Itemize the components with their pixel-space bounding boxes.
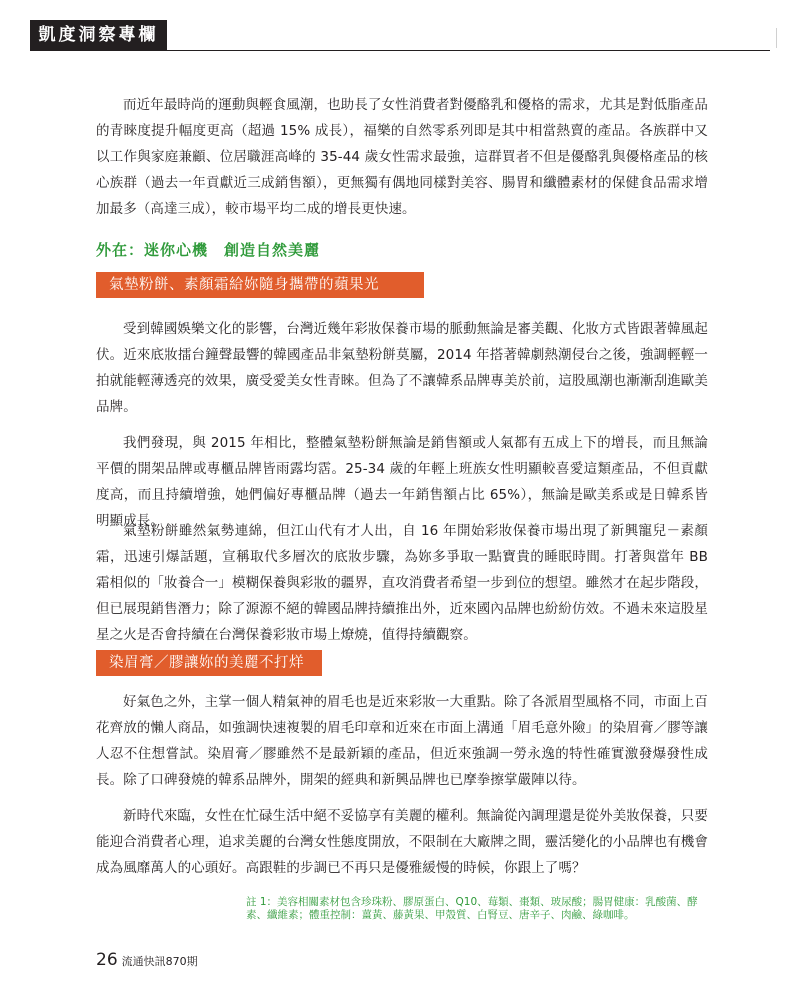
page-number: 26 [96, 950, 118, 970]
footnote: 註 1：美容相關素材包含珍珠粉、膠原蛋白、Q10、莓類、棗類、玻尿酸；腸胃健康：乳酸菌、酵素、纖維素；體重控制：薑黃、藤黃果、甲殼質、白腎豆、唐辛子、肉鹼、綠咖啡。 [246, 896, 698, 921]
body-paragraph: 受到韓國娛樂文化的影響，台灣近幾年彩妝保養市場的脈動無論是審美觀、化妝方式皆跟著韓風起伏。近來底妝擂台鐘聲最響的韓國產品非氣墊粉餅莫屬，2014 年搭著韓劇熱潮侵台之後，強調輕輕一拍就能輕薄透亮的效果，廣受愛美女性青睞。但為了不讓韓系品牌專美於前，這股風潮也漸漸刮進歐美品牌。 [96, 321, 708, 415]
body-paragraph: 氣墊粉餅雖然氣勢連綿，但江山代有才人出，自 16 年開始彩妝保養市場出現了新興寵兒－素顏霜，迅速引爆話題，宣稱取代多層次的底妝步驟，為妳多爭取一點寶貴的睡眠時間。打著與當年 BB 霜相似的「妝養合一」模糊保養與彩妝的疆界，直攻消費者希望一步到位的想望。雖然才在起步階段，但已展現銷售潛力；除了源源不絕的韓國品牌持續推出外，近來國內品牌也紛紛仿效。不過未來這股星星之火是否會持續在台灣保養彩妝市場上燎燒，值得持續觀察。 [96, 523, 708, 643]
column-title: 凱度洞察專欄 [30, 20, 167, 50]
body-paragraph: 好氣色之外，主掌一個人精氣神的眉毛也是近來彩妝一大重點。除了各派眉型風格不同，市面上百花齊放的懶人商品，如強調快速複製的眉毛印章和近來在市面上溝通「眉毛意外險」的染眉膏／膠等讓人忍不住想嘗試。染眉膏／膠雖然不是最新穎的產品，但近來強調一勞永逸的特性確實激發爆發性成長。除了口碑發燒的韓系品牌外，開架的經典和新興品牌也已摩拳擦掌嚴陣以待。 [96, 694, 708, 788]
header-rule [30, 50, 770, 51]
subheading-band: 染眉膏／膠讓妳的美麗不打烊 [96, 650, 322, 676]
body-paragraph: 新時代來臨，女性在忙碌生活中絕不妥協享有美麗的權利。無論從內調理還是從外美妝保養，只要能迎合消費者心理，追求美麗的台灣女性態度開放，不限制在大廠牌之間，靈活變化的小品牌也有機會成為風靡萬人的心頭好。高跟鞋的步調已不再只是優雅緩慢的時候，你跟上了嗎？ [96, 808, 708, 876]
margin-mark [776, 28, 777, 48]
page-footer [96, 950, 198, 972]
body-paragraph: 我們發現，與 2015 年相比，整體氣墊粉餅無論是銷售額或人氣都有五成上下的增長，而且無論平價的開架品牌或專櫃品牌皆雨露均霑。25-34 歲的年輕上班族女性明顯較喜愛這類產品，不但貢獻度高，而且持續增強，她們偏好專櫃品牌（過去一年銷售額占比 65%），無論是歐美系或是日韓系皆明顯成長。 [96, 435, 708, 529]
magazine-name: 流通快訊870期 [121, 955, 198, 968]
subheading-band: 氣墊粉餅、素顏霜給妳隨身攜帶的蘋果光 [96, 272, 424, 298]
section-heading: 外在：迷你心機 創造自然美麗 [96, 241, 321, 259]
body-paragraph: 而近年最時尚的運動與輕食風潮，也助長了女性消費者對優酪乳和優格的需求，尤其是對低脂產品的青睞度提升幅度更高（超過 15% 成長），福樂的自然零系列即是其中相當熱賣的產品。各族群中又以工作與家庭兼顧、位居職涯高峰的 35-44 歲女性需求最強，這群買者不但是優酪乳與優格產品的核心族群（過去一年貢獻近三成銷售額），更無獨有偶地同樣對美容、腸胃和纖體素材的保健食品需求增加最多（高達三成），較市場平均二成的增長更快速。 [96, 97, 708, 217]
